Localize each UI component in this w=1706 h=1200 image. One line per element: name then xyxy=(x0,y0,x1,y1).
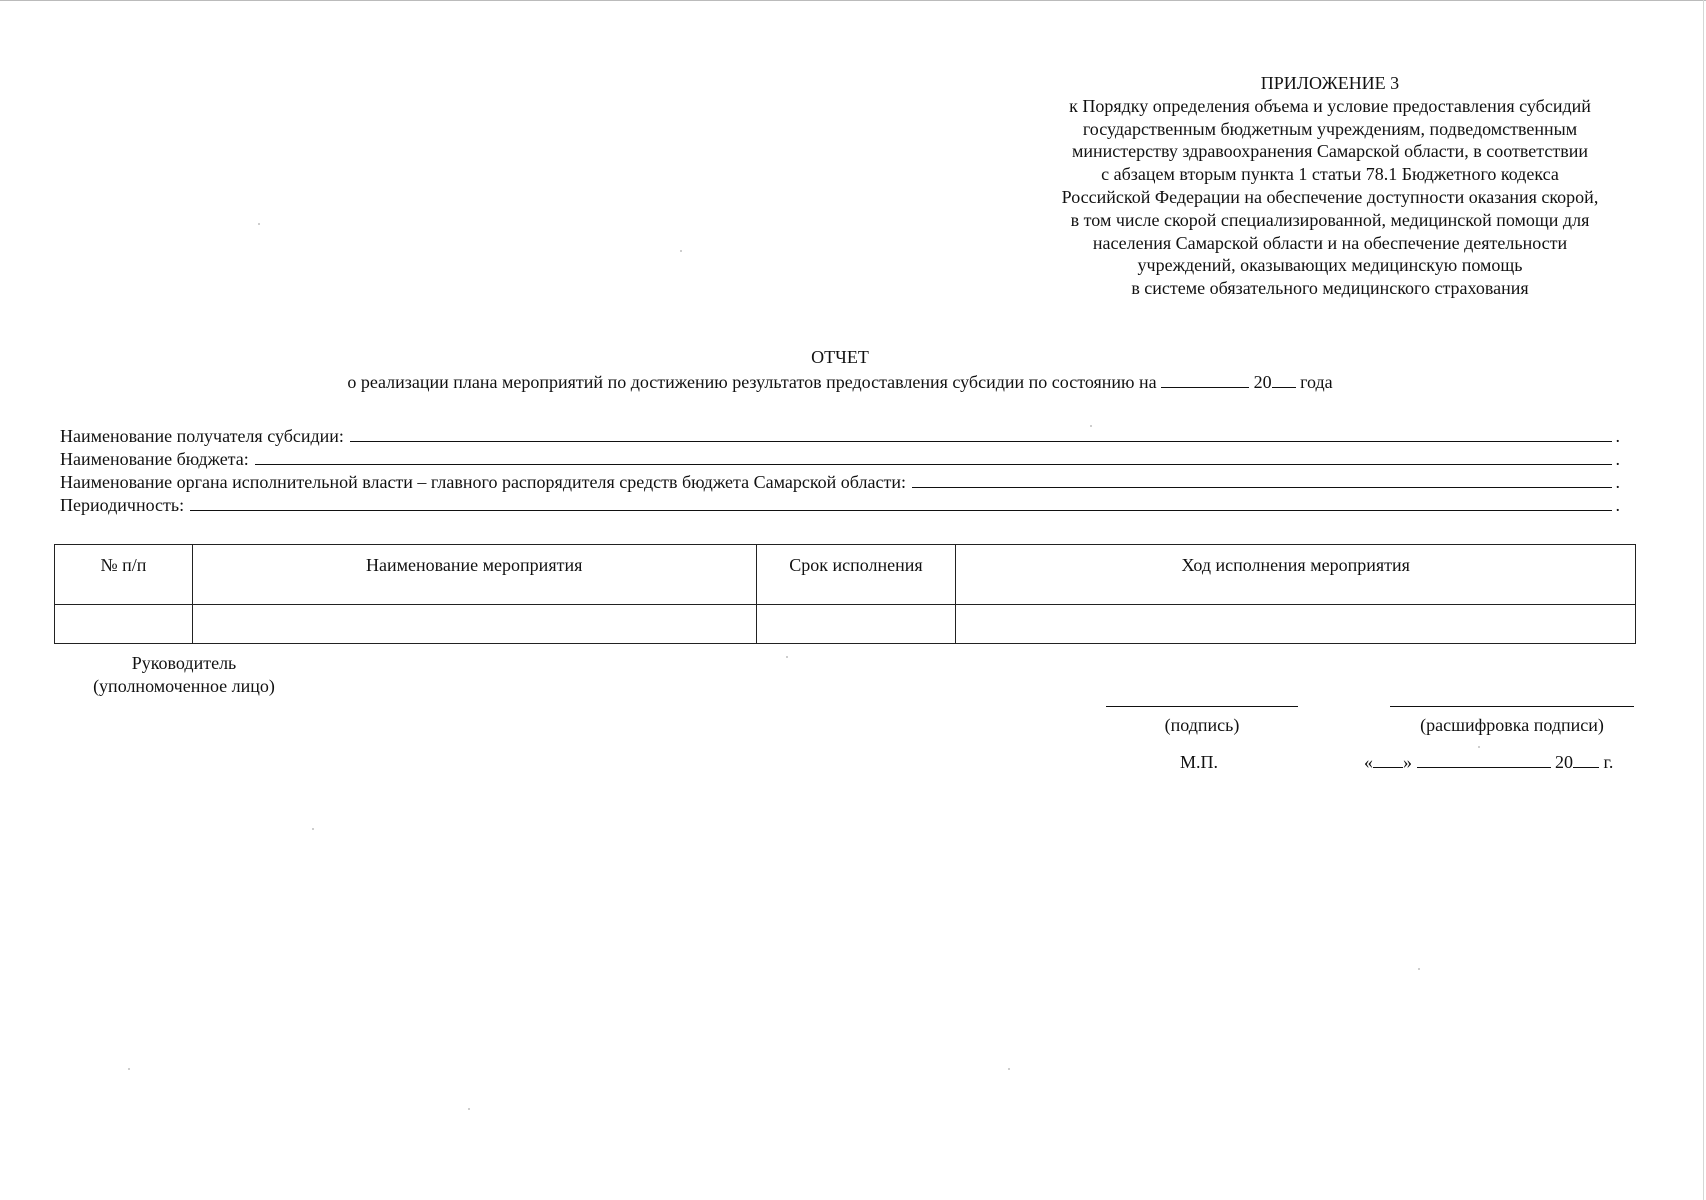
appendix-line: в системе обязательного медицинского страхования xyxy=(1131,278,1529,299)
date-year-suffix: г. xyxy=(1603,752,1614,772)
scan-speck xyxy=(128,1068,130,1070)
scan-right-edge xyxy=(1703,0,1704,1200)
report-title: ОТЧЕТ xyxy=(811,347,869,367)
date-quote-open: « xyxy=(1364,752,1373,772)
column-header-progress: Ход исполнения мероприятия xyxy=(956,545,1636,605)
appendix-line: к Порядку определения объема и условие предоставления субсидий xyxy=(1069,95,1591,116)
appendix-line: с абзацем вторым пункта 1 статьи 78.1 Бюджетного кодекса xyxy=(1101,164,1559,185)
field-budget xyxy=(60,447,1620,470)
head-subtitle: (уполномоченное лицо) xyxy=(93,676,275,696)
scan-speck xyxy=(468,1108,470,1110)
signature-caption: (подпись) xyxy=(1164,715,1240,735)
field-recipient xyxy=(60,424,1620,447)
appendix-line: населения Самарской области и на обеспечение деятельности xyxy=(1092,232,1568,253)
scan-speck xyxy=(786,656,788,658)
table-row xyxy=(55,605,1636,644)
date-quote-close: » xyxy=(1403,752,1412,772)
field-fill-line[interactable] xyxy=(190,509,1612,511)
table-cell[interactable] xyxy=(192,605,756,644)
table-cell[interactable] xyxy=(756,605,956,644)
field-fill-line[interactable] xyxy=(255,463,1612,465)
field-label: Наименование получателя субсидии: xyxy=(60,426,344,446)
signature-decode-caption: (расшифровка подписи) xyxy=(1420,715,1604,735)
field-fill-line[interactable] xyxy=(350,440,1612,442)
scan-speck xyxy=(312,828,314,830)
scan-speck xyxy=(1418,968,1420,970)
field-label: Периодичность: xyxy=(60,495,185,515)
appendix-line: Российской Федерации на обеспечение доступности оказания скорой, xyxy=(1061,186,1599,207)
column-header-deadline: Срок исполнения xyxy=(756,545,956,605)
field-end: . xyxy=(1615,472,1620,492)
signature-line[interactable] xyxy=(1106,706,1298,707)
column-header-activity: Наименование мероприятия xyxy=(192,545,756,605)
report-subtitle-text: о реализации плана мероприятий по достижению результатов предоставления субсидии по состоянию на xyxy=(347,372,1157,392)
appendix-line: в том числе скорой специализированной, медицинской помощи для xyxy=(1070,209,1590,230)
report-year-suffix: года xyxy=(1300,372,1333,392)
field-label: Наименование бюджета: xyxy=(60,449,249,469)
field-label: Наименование органа исполнительной власти – главного распорядителя средств бюджета Самарской области: xyxy=(60,472,906,492)
field-periodicity xyxy=(60,493,1620,516)
date-day-blank[interactable] xyxy=(1373,753,1403,768)
report-subtitle xyxy=(0,371,1680,393)
scan-speck xyxy=(258,223,260,225)
field-end: . xyxy=(1615,426,1620,446)
appendix-line: учреждений, оказывающих медицинскую помощь xyxy=(1137,255,1523,276)
activities-table xyxy=(54,544,1636,644)
table-cell[interactable] xyxy=(956,605,1636,644)
field-authority xyxy=(60,470,1620,493)
stamp-label: М.П. xyxy=(1180,752,1219,772)
column-header-number: № п/п xyxy=(55,545,193,605)
signature-decode-line[interactable] xyxy=(1390,706,1634,707)
head-label xyxy=(74,652,294,698)
field-end: . xyxy=(1615,449,1620,469)
date-year-prefix: 20 xyxy=(1555,752,1573,772)
report-fields xyxy=(60,424,1620,516)
date-year-blank[interactable] xyxy=(1573,753,1599,768)
appendix-title: ПРИЛОЖЕНИЕ 3 xyxy=(1260,73,1400,93)
scan-top-edge xyxy=(0,0,1706,1)
scan-speck xyxy=(680,250,682,252)
field-end: . xyxy=(1615,495,1620,515)
head-title: Руководитель xyxy=(131,653,237,673)
appendix-header xyxy=(1010,72,1650,300)
date-month-blank[interactable] xyxy=(1417,753,1551,768)
scan-speck xyxy=(1478,746,1480,748)
field-fill-line[interactable] xyxy=(912,486,1612,488)
report-year-prefix: 20 xyxy=(1253,372,1272,392)
appendix-line: министерству здравоохранения Самарской области, в соответствии xyxy=(1072,141,1588,162)
report-year-blank[interactable] xyxy=(1272,373,1296,388)
signature-date xyxy=(1364,752,1613,773)
table-cell[interactable] xyxy=(55,605,193,644)
table-header-row xyxy=(55,545,1636,605)
report-date-blank[interactable] xyxy=(1161,373,1249,388)
appendix-line: государственным бюджетным учреждениям, подведомственным xyxy=(1082,118,1578,139)
scan-speck xyxy=(1008,1068,1010,1070)
